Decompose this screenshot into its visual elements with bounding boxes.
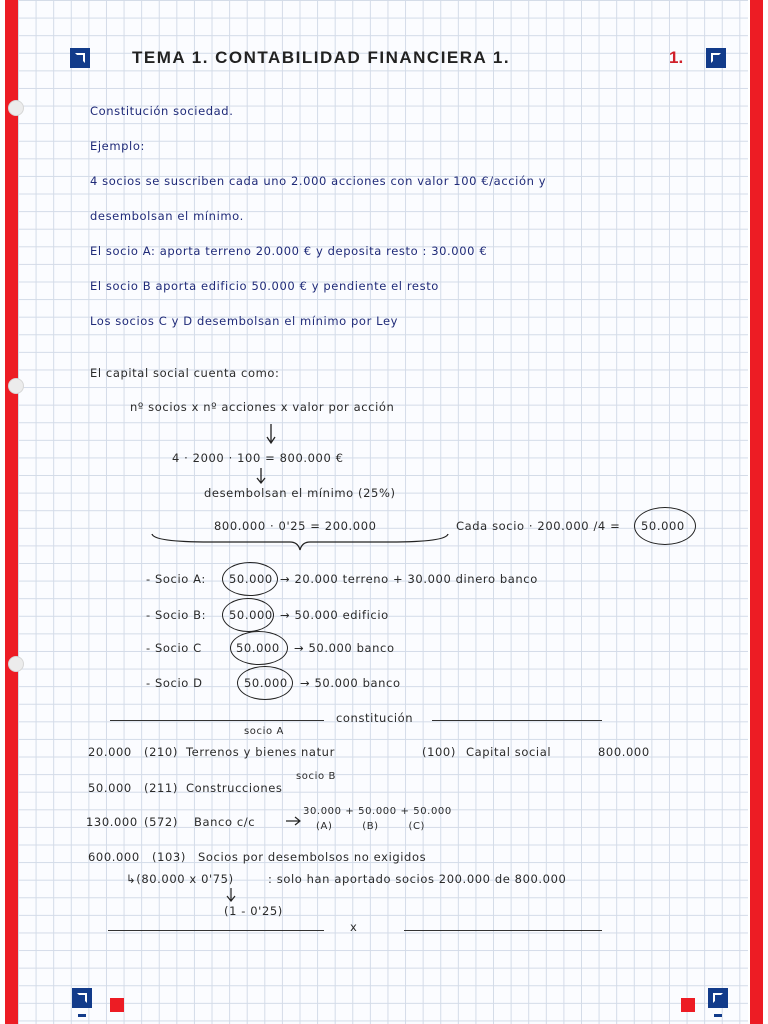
entry-amount: 130.000: [86, 815, 138, 829]
socios-cd-line: Los socios C y D desembolsan el mínimo por Ley: [90, 314, 399, 328]
corner-logo-icon: [70, 48, 90, 68]
down-arrow-icon: [256, 468, 266, 486]
example-line: desembolsan el mínimo.: [90, 209, 244, 223]
closing-rule: [108, 930, 324, 931]
socio-amount: 50.000: [229, 608, 273, 622]
grid-paper: [18, 0, 748, 1024]
socio-b-line: El socio B aporta edificio 50.000 € y pendiente el resto: [90, 279, 439, 293]
bank-sum: 30.000 + 50.000 + 50.000: [303, 806, 452, 817]
logo-mark-icon: [714, 1014, 722, 1017]
entry-account: (211): [144, 781, 178, 795]
socio-amount: 50.000: [244, 676, 288, 690]
closing-rule: [404, 930, 602, 931]
example-line: 4 socios se suscriben cada uno 2.000 acciones con valor 100 €/acción y: [90, 174, 547, 188]
credit-amount: 800.000: [598, 745, 650, 759]
entry-amount: 50.000: [88, 781, 132, 795]
corner-logo-icon: [72, 988, 92, 1008]
socio-a-line: El socio A: aporta terreno 20.000 € y deposita resto : 30.000 €: [90, 244, 488, 258]
bank-sum-labels: (A) (B) (C): [316, 821, 426, 832]
per-socio-text: Cada socio · 200.000 /4 =: [456, 519, 621, 533]
punch-hole: [8, 656, 24, 672]
entry-name: Banco c/c: [194, 815, 256, 829]
socios-factor: (1 - 0'25): [224, 904, 283, 918]
socio-label: - Socio B:: [146, 608, 207, 622]
circled-result: [634, 507, 696, 545]
socio-label: - Socio C: [146, 641, 202, 655]
journal-heading: constitución: [336, 711, 414, 725]
socios-note: : solo han aportado socios 200.000 de 800.000: [268, 872, 567, 886]
corner-logo-icon: [708, 988, 728, 1008]
down-arrow-icon: [226, 888, 236, 904]
down-arrow-icon: [266, 424, 276, 446]
entry-amount: 20.000: [88, 745, 132, 759]
capital-product: 4 · 2000 · 100 = 800.000 €: [172, 451, 344, 465]
entry-amount: 600.000: [88, 850, 140, 864]
capital-intro: El capital social cuenta como:: [90, 366, 280, 380]
logo-mark-icon: [78, 1014, 86, 1017]
socio-detail: → 50.000 banco: [300, 676, 401, 690]
entry-name: Socios por desembolsos no exigidos: [198, 850, 427, 864]
punch-hole: [8, 378, 24, 394]
annotation: socio A: [244, 726, 284, 737]
entry-account: (572): [144, 815, 178, 829]
entry-name: Construcciones: [186, 781, 283, 795]
socio-detail: → 50.000 edificio: [280, 608, 389, 622]
circled-amount: [222, 562, 278, 596]
closing-mark: x: [350, 920, 358, 934]
socio-amount: 50.000: [229, 572, 273, 586]
entry-account: (103): [152, 850, 186, 864]
right-arrow-icon: [286, 816, 302, 826]
right-margin-bar: [750, 0, 763, 1024]
corner-logo-icon: [706, 48, 726, 68]
annotation: socio B: [296, 771, 336, 782]
socio-detail: → 20.000 terreno + 30.000 dinero banco: [280, 572, 538, 586]
minimum-label: desembolsan el mínimo (25%): [204, 486, 396, 500]
page-title: TEMA 1. CONTABILIDAD FINANCIERA 1.: [132, 48, 511, 67]
red-square-icon: [110, 998, 124, 1012]
entry-account: (210): [144, 745, 178, 759]
brace-icon: [150, 532, 450, 552]
journal-rule: [432, 720, 602, 721]
credit-account: (100): [422, 745, 456, 759]
capital-formula: nº socios x nº acciones x valor por acción: [130, 400, 395, 414]
red-square-icon: [681, 998, 695, 1012]
journal-rule: [110, 720, 324, 721]
credit-name: Capital social: [466, 745, 552, 759]
socio-amount: 50.000: [236, 641, 280, 655]
socio-label: - Socio A:: [146, 572, 206, 586]
socio-detail: → 50.000 banco: [294, 641, 395, 655]
left-margin-bar: [5, 0, 18, 1024]
example-label: Ejemplo:: [90, 139, 145, 153]
socio-label: - Socio D: [146, 676, 203, 690]
minimum-calc: 800.000 · 0'25 = 200.000: [214, 519, 377, 533]
circled-amount: [222, 598, 274, 632]
per-socio-value: 50.000: [641, 519, 685, 533]
circled-amount: [237, 666, 293, 700]
section-heading: Constitución sociedad.: [90, 104, 234, 118]
entry-name: Terrenos y bienes natur: [186, 745, 335, 759]
punch-hole: [8, 100, 24, 116]
circled-amount: [230, 631, 288, 665]
socios-calc: ↳(80.000 x 0'75): [126, 872, 234, 886]
page-number: 1.: [669, 48, 684, 67]
